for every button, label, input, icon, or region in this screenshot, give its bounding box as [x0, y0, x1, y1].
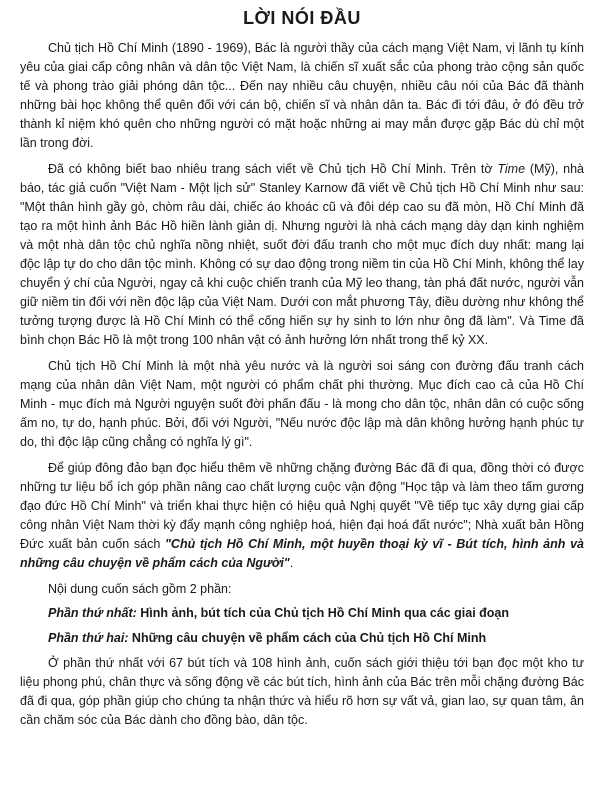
book-title: "Chủ tịch Hồ Chí Minh, một huyền thoại kỳ vĩ - Bút tích, hình ảnh và những câu chuyện về phẩm cách của Người" [20, 537, 584, 570]
part-two-text: Những câu chuyện về phẩm cách của Chủ tịch Hồ Chí Minh [128, 631, 487, 645]
paragraph-2 [20, 160, 584, 350]
part-one [20, 604, 584, 623]
paragraph-1: Chủ tịch Hồ Chí Minh (1890 - 1969), Bác là người thầy của cách mạng Việt Nam, vị lãnh tụ kính yêu của giai cấp công nhân và dân tộc Việt Nam, là chiến sĩ xuất sắc của phong trào cộng sản quốc tế và phong trào giải phóng dân tộc... Đến nay nhiều câu chuyện, nhiều câu nói của Bác đã thành những bài học không thể quên đối với cán bộ, chiến sĩ và nhân dân ta. Bác đi tới đâu, ở đó đều trở thành kỉ niệm khó quên cho những người có mặt hoặc những ai may mắn được gặp Bác dù chỉ một lần trong đời. [20, 41, 584, 150]
time-magazine-name: Time [497, 162, 526, 176]
paragraph-5: Ở phần thứ nhất với 67 bút tích và 108 hình ảnh, cuốn sách giới thiệu tới bạn đọc một kho tư liệu phong phú, chân thực và sống động về các bút tích, hình ảnh của Bác trên mỗi chặng đường Bác đã đi qua, góp phần giúp cho chúng ta nhận thức và hiểu rõ hơn sự vất vả, gian lao, sự quan tâm, ân cần chăm sóc của Bác dành cho đồng bào, dân tộc. [20, 656, 584, 727]
paragraph-4-text-b: . [289, 556, 294, 570]
part-two-label: Phần thứ hai: [48, 631, 129, 645]
page-title: LỜI NÓI ĐẦU [243, 8, 361, 28]
paragraph-2-text-b: (Mỹ), nhà báo, tác giả cuốn "Việt Nam - Một lịch sử" Stanley Karnow đã viết về Chủ tịch Hồ Chí Minh như sau: "Một thân hình gầy gò, chòm râu dài, chiếc áo khoác cũ và đôi dép cao su đã mòn, Hồ Chí Minh đã tạo ra một hình ảnh Bác Hồ hiền lành giản dị. Nhưng người là nhà cách mạng dày dạn kinh nghiệm và một nhà dân tộc chủ nghĩa nồng nhiệt, suốt đời đấu tranh cho một mục đích duy nhất: mang lại độc lập tự do cho dân tộc mình. Không có sự dao động trong niềm tin của Hồ Chí Minh, không thể lay chuyển ý chí của Người, ngay cả khi cuộc chiến tranh của Mỹ leo thang, tàn phá đất nước, người vẫn giữ niềm tin đối với nền độc lập của Việt Nam. Dưới con mắt phương Tây, điều dường như không thể tưởng tượng được là Hồ Chí Minh có thể cống hiến sự hy sinh to lớn như ông đã làm". Và Time đã bình chọn Bác Hồ là một trong 100 nhân vật có ảnh hưởng lớn nhất trong thế kỷ XX. [20, 162, 585, 347]
part-one-label: Phần thứ nhất: [48, 606, 137, 620]
part-one-text: Hình ảnh, bút tích của Chủ tịch Hồ Chí Minh qua các giai đoạn [136, 606, 510, 620]
part-two [20, 629, 584, 648]
paragraph-3: Chủ tịch Hồ Chí Minh là một nhà yêu nước và là người soi sáng con đường đấu tranh cách mạng của nhân dân Việt Nam, một người có phẩm chất phi thường. Mục đích cao cả của Hồ Chí Minh - mục đích mà Người nguyện suốt đời phấn đấu - là mong cho dân tộc, nhân dân có cuộc sống ấm no, tự do, hạnh phúc. Bởi, đối với Người, "Nếu nước độc lập mà dân không hưởng hạnh phúc tự do, thì độc lập cũng chẳng có nghĩa lý gì". [20, 359, 584, 449]
paragraph-4-text-a: Để giúp đông đảo bạn đọc hiểu thêm về những chặng đường Bác đã đi qua, đồng thời có được những tư liệu bổ ích góp phần nâng cao chất lượng cuộc vận động "Học tập và làm theo tấm gương đạo đức Hồ Chí Minh" và triển khai thực hiện có hiệu quả Nghị quyết "Về tiếp tục xây dựng giai cấp công nhân Việt Nam thời kỳ đẩy mạnh công nghiệp hoá, hiện đại hoá đất nước"; Nhà xuất bản Hồng Đức xuất bản cuốn sách [20, 461, 584, 551]
contents-intro: Nội dung cuốn sách gồm 2 phần: [48, 582, 232, 596]
paragraph-4 [20, 459, 584, 573]
paragraph-2-text-a: Đã có không biết bao nhiêu trang sách viết về Chủ tịch Hồ Chí Minh. Trên tờ [48, 162, 498, 176]
